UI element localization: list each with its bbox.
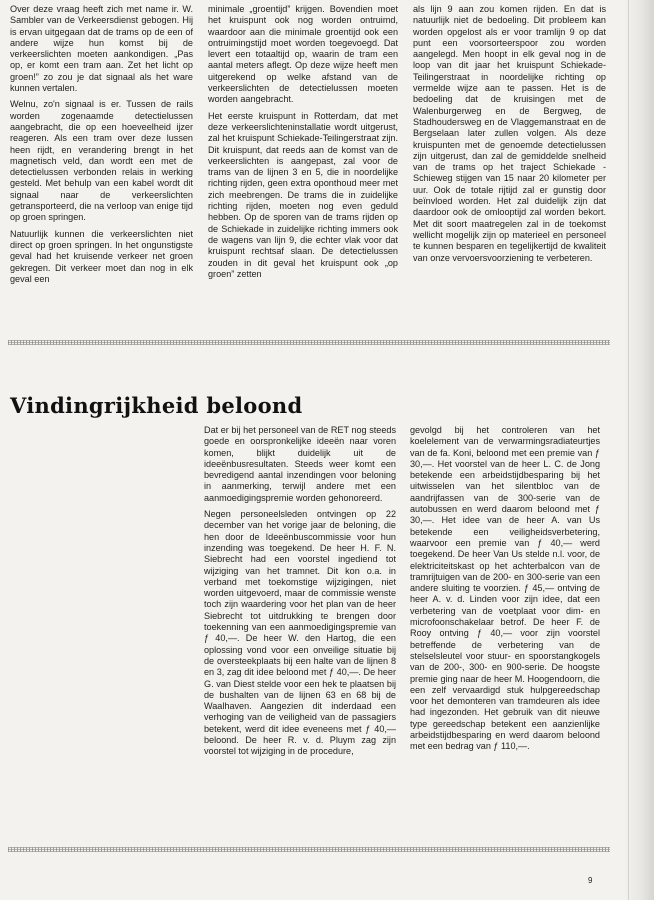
paragraph: Welnu, zo'n signaal is er. Tussen de rails worden zogenaamde detectielussen aangebracht, die op een hoeveelheid ijzer reageren. Als een tram over deze lussen heen rijdt, en verandering brengt in het magnetisch veld, dan wordt een met de detectielussen verbonden relais in werking gesteld. Met behulp van een kabel wordt dit signaal naar de verkeerslichten getransporteerd, die na verloop van enige tijd op groen springen. bbox=[10, 99, 193, 223]
paragraph: gevolgd bij het controleren van het koelelement van de verwarmingsradiateurtjes van de fa. Koni, beloond met een premie van ƒ 30,—. Het voorstel van de heer L. C. de Jong betekende een arbeidstijdbesparing bij het uitwisselen van het silentbloc van de aandrijfassen van de 300-serie van de autobussen en werd daarom beloond met ƒ 30,—. Het idee van de heer A. van Us betekende een veiligheidsverbetering, waarvoor een premie van ƒ 40,— werd toegekend. De heer Van Us stelde n.l. voor, de elektriciteitskast op het achterbalcon van de tramrijtuigen van de 200- en 300-serie van een andere sluiting te voorzien. ƒ 45,— ontving de heer A. v. d. Linden voor zijn idee, dat een verbetering van de voetplaat voor dim- en microfoonschakelaar betrof. De heer F. de Rooy ontving ƒ 40,— voor zijn voorstel betreffende de verbetering van de stelselsleutel voor stuur- en spoorstangkogels van de 200-, 300- en 900-serie. De hoogste premie ging naar de heer M. Hoogendoorn, die een zelf vervaardigd stuk hulpgereedschap voor het demonteren van tramdeuren als idee had ingezonden. Het gebruik van dit nieuwe type gereedschap betekent een aanzienlijke arbeidstijdbesparing en werd daarom beloond met een bedrag van ƒ 110,—. bbox=[410, 425, 600, 752]
paragraph: Natuurlijk kunnen die verkeerslichten niet direct op groen springen. In het ongunstigste geval had het kruisende verkeer net groen gekregen. Dit verkeer moet dan nog in elk geval een bbox=[10, 228, 193, 284]
top-column-3 bbox=[413, 4, 606, 264]
paragraph: minimale „groentijd” krijgen. Bovendien moet het kruispunt ook nog worden ontruimd, waardoor aan die minimale groentijd ook een ontruimingstijd moet worden toegevoegd. Dat levert een totaaltijd op, waarin de tram een aantal meters aflegt. Op deze wijze heeft men uitgerekend op welke afstand van de verkeerslichten de detectielussen moeten worden aangebracht. bbox=[208, 4, 398, 105]
top-column-2 bbox=[208, 4, 398, 280]
bottom-column-2 bbox=[410, 425, 600, 753]
dotted-divider-bottom bbox=[8, 847, 610, 852]
page-number: 9 bbox=[588, 876, 593, 885]
paragraph: Het eerste kruispunt in Rotterdam, dat met deze verkeerslichteninstallatie wordt uitgerust, zal het kruispunt Schiekade-Teilingerstraat zijn. Dit kruispunt, dat reeds aan de komst van de verkeerslichten is aangepast, zal voor de trams van de lijnen 3 en 5, die in noordelijke richting rijden, geen extra oponthoud meer met zich meebrengen. De trams die in zuidelijke richting rijden, moeten nog even geduld hebben. Op de sporen van de trams rijden op de Schiekade in zuidelijke richting immers ook de wagens van lijn 9, die echter vlak voor dat kruispunt rechtsaf slaan. De detectielussen zouden in dit geval het kruispunt ook „op groen” zetten bbox=[208, 110, 398, 279]
page-edge-shadow bbox=[624, 0, 654, 900]
paragraph: Dat er bij het personeel van de RET nog steeds goede en oorspronkelijke ideeën naar voren komen, blijkt duidelijk uit de ideeënbusresultaten. Steeds weer komt een bevredigend aantal inzendingen voor beloning in aanmerking, terwijl andere met een aanmoedigingspremie worden gehonoreerd. bbox=[204, 425, 396, 503]
paragraph: Negen personeelsleden ontvingen op 22 december van het vorige jaar de beloning, die hen door de Ideeënbuscommissie voor hun inzending was toegekend. De heer H. F. N. Siebrecht had een voorstel ingediend tot wijziging van het tramnet. Dit kon o.a. in verband met toekomstige wijzigingen, niet worden uitgevoerd, maar de commissie wenste toch zijn waardering voor het plan van de heer Siebrecht tot uitdrukking te brengen door toekenning van een aanmoedigingspremie van ƒ 40,—. De heer W. den Hartog, die een oplossing vond voor een onveilige situatie bij de oversteekplaats bij een halte van de lijnen 8 en 3, zag dit idee beloond met ƒ 40,—. De heer G. van Diest stelde voor een hek te plaatsen bij de bushalten van de lijnen 63 en 68 bij de Waalhaven. Aangezien dit inderdaad een verhoging van de veiligheid van de passagiers betekent, werd dit idee eveneens met ƒ 40,— beloond. De heer R. v. d. Pluym zag zijn voorstel tot wijziging in de procedure, bbox=[204, 509, 396, 757]
top-column-1 bbox=[10, 4, 193, 285]
paragraph: als lijn 9 aan zou komen rijden. En dat is natuurlijk niet de bedoeling. Dit probleem kan worden opgelost als er voor tramlijn 9 op dat punt een voorsorteerspoor zou worden aangelegd. Men hoopt in elk geval nog in de loop van dit jaar het kruispunt Schiekade-Teilingerstraat in noordelijke richting op vermelde wijze aan te passen. Het is de bedoeling dat de kruisingen met de Walenburgerweg en de Bergweg, de Stadhoudersweg en de Vlaggemanstraat en de Bergselaan later zullen volgen. Als deze kruispunten met de genoemde detectielussen zijn uitgerust, dan zal de gemiddelde snelheid van de trams op het traject Schiekade - Schieweg stijgen van 15 naar 20 kilometer per uur. Ook de totale rijtijd zal er gunstig door beïnvloed worden. Het zal duidelijk zijn dat daardoor ook de omlooptijd zal worden bekort. Met dit soort maatregelen zal in de toekomst wellicht mogelijk zijn op materieel en personeel te kunnen besparen en tegelijkertijd de kwaliteit van onze vervoersvoorziening te verbeteren. bbox=[413, 4, 606, 263]
dotted-divider bbox=[8, 340, 610, 345]
bottom-column-1 bbox=[204, 425, 396, 758]
article-heading: Vindingrijkheid beloond bbox=[10, 393, 303, 418]
paragraph: Over deze vraag heeft zich met name ir. W. Sambler van de Verkeersdienst gebogen. Hij is ervan uitgegaan dat de trams op de een of andere wijze hun komst bij de verkeerslichten moeten aankondigen. „Pas op, er komt een tram aan. Zet het licht op groen!” zo zou je dat signaal als het ware kunnen vertalen. bbox=[10, 4, 193, 94]
